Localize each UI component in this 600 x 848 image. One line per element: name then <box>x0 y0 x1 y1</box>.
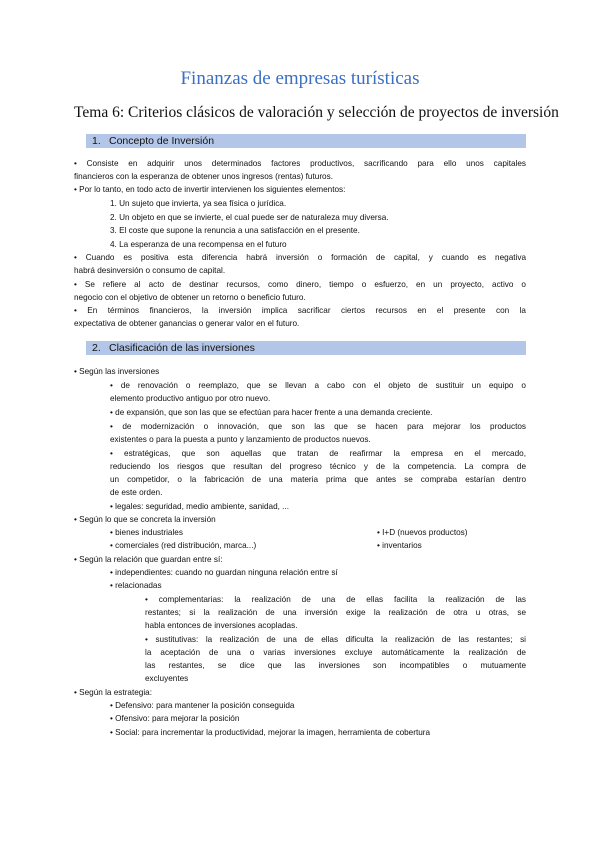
list-item: • de expansión, que son las que se efectúan para hacer frente a una demanda creciente. <box>110 408 433 417</box>
text-line: • Cuando es positiva esta diferencia habrá inversión o formación de capital, y cuando es negativa <box>74 253 526 262</box>
text-line: • Por lo tanto, en todo acto de invertir intervienen los siguientes elementos: <box>74 185 346 194</box>
list-item: un competidor, o la fabricación de una materia prima que antes se compraba estarían dentro <box>110 475 526 484</box>
list-item: • de modernización o innovación, que son las que se hacen para mejorar los productos <box>110 422 526 431</box>
text-line: habrá desinversión o consumo de capital. <box>74 266 226 275</box>
section-2-header <box>86 341 526 355</box>
section-1-header <box>86 134 526 148</box>
list-item: reduciendo los riesgos que resultan del progreso técnico y de la competencia. La compra de <box>110 462 526 471</box>
list-item: la aceptación de una o varias inversiones excluye automáticamente la realización de <box>145 648 526 657</box>
list-item: 3. El coste que supone la renuncia a una satisfacción en el presente. <box>110 226 360 235</box>
list-item: • Según la estrategia: <box>74 688 152 697</box>
list-item: • estratégicas, que son aquellas que tratan de reafirmar la empresa en el mercado, <box>110 449 526 458</box>
list-item: 2. Un objeto en que se invierte, el cual puede ser de naturaleza muy diversa. <box>110 213 389 222</box>
list-item: • Social: para incrementar la productividad, mejorar la imagen, herramienta de cobertura <box>110 728 431 737</box>
list-item: excluyentes <box>145 674 189 683</box>
list-item: existentes o para la puesta a punto y lanzamiento de productos nuevos. <box>110 435 371 444</box>
list-item: las restantes, se dice que las inversiones son incompatibles o mutuamente <box>145 661 526 670</box>
document-subtitle: Tema 6: Criterios clásicos de valoración y selección de proyectos de inversión <box>74 104 559 121</box>
list-item: 1. Un sujeto que invierta, ya sea física o jurídica. <box>110 199 287 208</box>
list-item: • Según la relación que guardan entre sí: <box>74 555 223 564</box>
text-line: expectativa de obtener ganancias o generar valor en el futuro. <box>74 319 300 328</box>
list-item: restantes; si la realización de una inversión exige la realización de otra u otras, se <box>145 608 526 617</box>
text-line: • En términos financieros, la inversión implica sacrificar ciertos recursos en el presente con la <box>74 306 526 315</box>
list-item: elemento productivo antiguo por otro nuevo. <box>110 394 271 403</box>
list-item: • I+D (nuevos productos) <box>377 528 468 537</box>
list-item: • comerciales (red distribución, marca...) <box>110 541 257 550</box>
list-item: • bienes industriales <box>110 528 183 537</box>
section-1-heading: Concepto de Inversión <box>109 135 215 147</box>
list-item: 4. La esperanza de una recompensa en el futuro <box>110 240 287 249</box>
text-line: • Se refiere al acto de destinar recursos, como dinero, tiempo o esfuerzo, en un proyecto, activo o <box>74 280 526 289</box>
section-2-number: 2. <box>92 342 101 354</box>
list-item: • sustitutivas: la realización de una de ellas dificulta la realización de las restantes; si <box>145 635 526 644</box>
list-item: • Defensivo: para mantener la posición conseguida <box>110 701 295 710</box>
list-item: • independientes: cuando no guardan ninguna relación entre sí <box>110 568 338 577</box>
list-item: • inventarios <box>377 541 422 550</box>
list-item: de este orden. <box>110 488 163 497</box>
list-item: • Según lo que se concreta la inversión <box>74 515 216 524</box>
text-line: negocio con el objetivo de obtener un retorno o beneficio futuro. <box>74 293 306 302</box>
list-item: • Según las inversiones <box>74 367 160 376</box>
section-2-heading: Clasificación de las inversiones <box>109 342 255 354</box>
list-item: • relacionadas <box>110 581 162 590</box>
list-item: • de renovación o reemplazo, que se llevan a cabo con el objeto de sustituir un equipo o <box>110 381 526 390</box>
section-1-number: 1. <box>92 135 101 147</box>
list-item: • legales: seguridad, medio ambiente, sanidad, ... <box>110 502 290 511</box>
text-line: financieros con la esperanza de obtener unos ingresos (rentas) futuros. <box>74 172 333 181</box>
document-title: Finanzas de empresas turísticas <box>180 68 420 89</box>
list-item: • complementarias: la realización de una de ellas facilita la realización de las <box>145 595 526 604</box>
list-item: habla entonces de inversiones acopladas. <box>145 621 298 630</box>
text-line: • Consiste en adquirir unos determinados factores productivos, sacrificando para ello unos capitales <box>74 159 526 168</box>
list-item: • Ofensivo: para mejorar la posición <box>110 714 240 723</box>
